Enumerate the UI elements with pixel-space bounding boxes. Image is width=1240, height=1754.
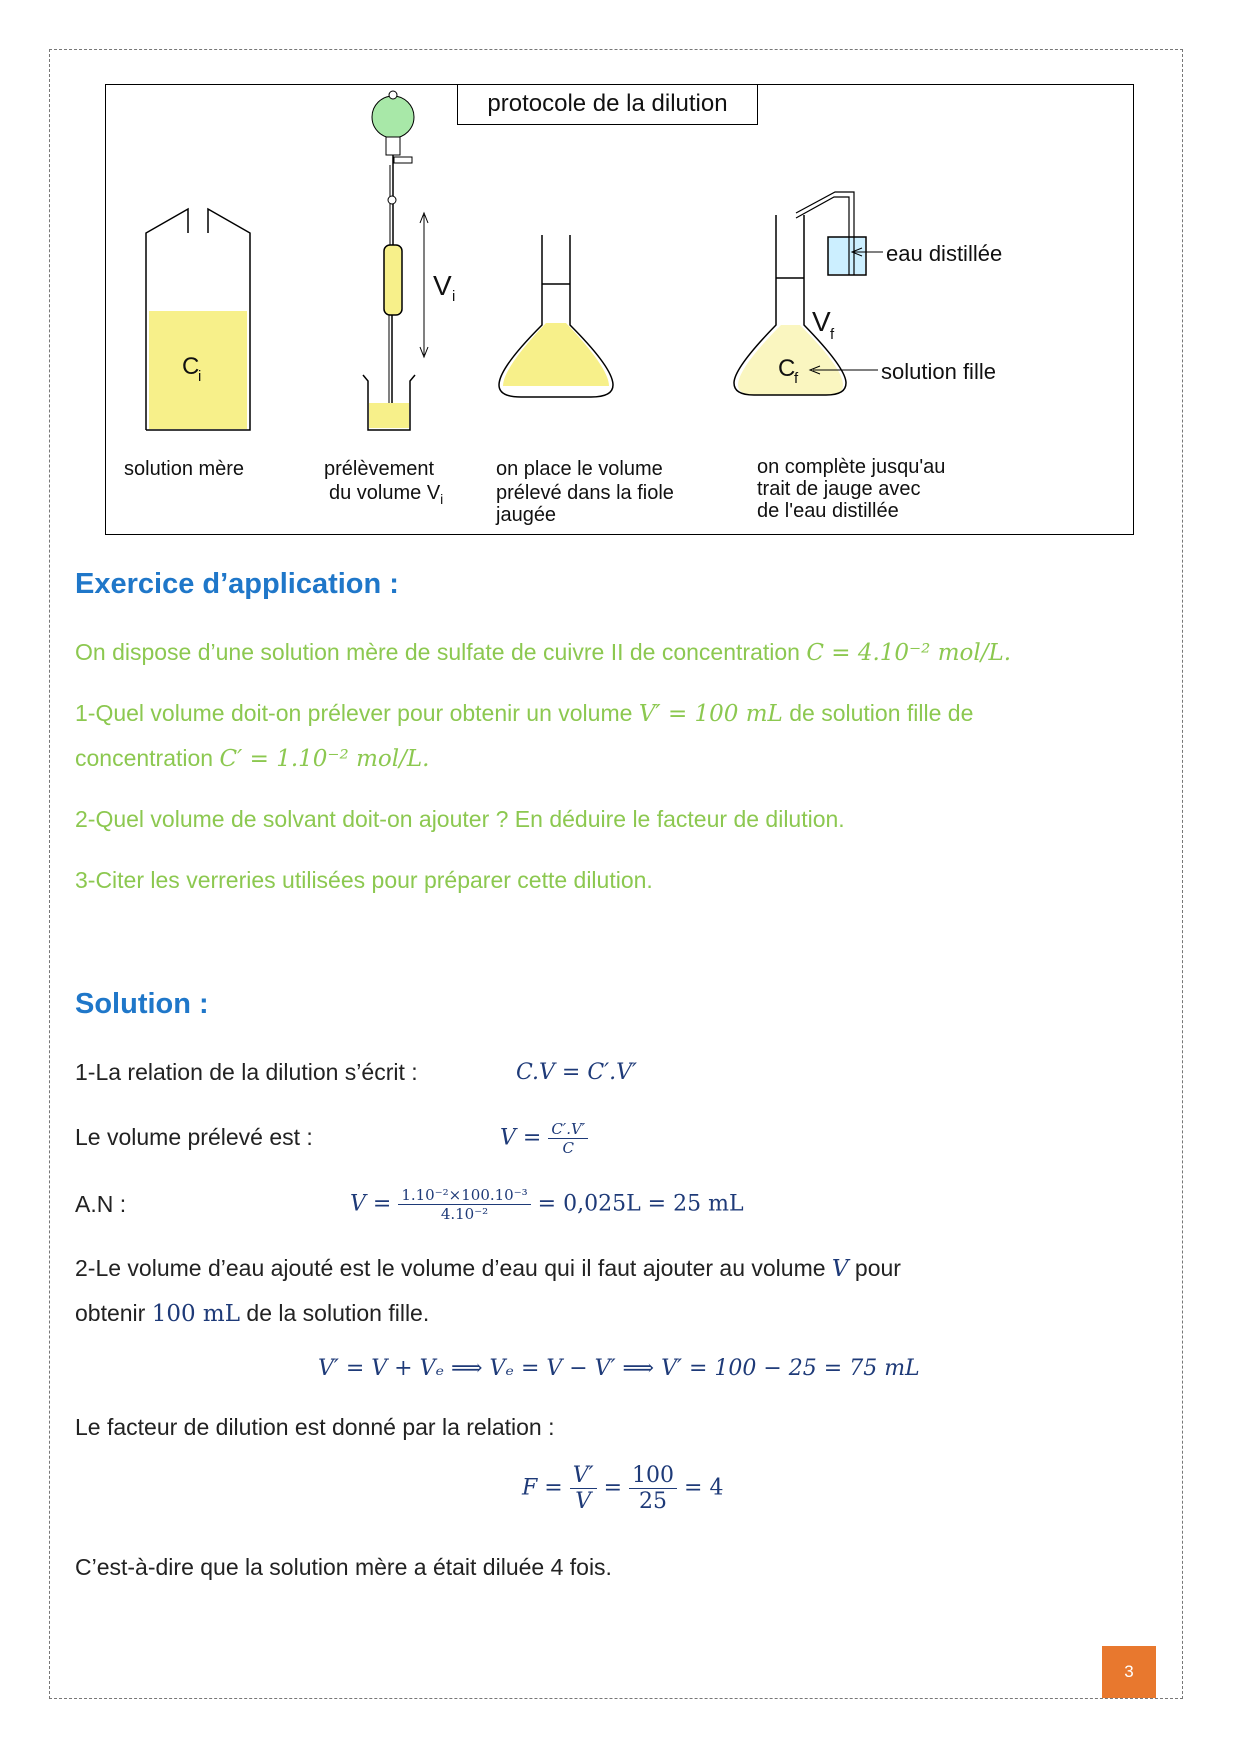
exercise-q3: 3-Citer les verreries utilisées pour préparer cette dilution. — [75, 867, 653, 893]
caption-step3-line1: on place le volume — [496, 458, 663, 480]
label-vf-sub: f — [830, 326, 835, 343]
label-vf: V — [812, 306, 831, 337]
label-solution-fille: solution fille — [881, 359, 996, 384]
exercise-q2: 2-Quel volume de solvant doit-on ajouter ? En déduire le facteur de dilution. — [75, 806, 845, 832]
caption-step4-line2: trait de jauge avec — [757, 478, 921, 500]
formula-v: V = $\frac{C'.V'}{C}$ — [500, 1120, 588, 1157]
page-number-badge: 3 — [1102, 1646, 1156, 1698]
solution-line2: Le volume prélevé est : — [75, 1124, 313, 1150]
solution-line5: obtenir 100 mL de la solution fille. — [75, 1300, 430, 1327]
label-cf-sub: f — [794, 370, 799, 387]
label-eau-distillee: eau distillée — [886, 241, 1003, 266]
caption-step3-line3: jaugée — [496, 504, 557, 526]
caption-step4-line3: de l'eau distillée — [757, 500, 899, 522]
caption-step4-line1: on complète jusqu'au — [757, 456, 946, 478]
label-cf: C — [778, 355, 796, 382]
stock-solution-bottle — [146, 209, 250, 430]
dilution-relation: C.V = C′.V′ — [516, 1060, 638, 1085]
caption-step3-line2: prélevé dans la fiole — [496, 482, 674, 504]
formula-dilution-factor: F = $\frac{V'}{V}$ = $\frac{100}{25}$ = 4 — [522, 1463, 724, 1514]
caption-step2-line1: prélèvement — [324, 458, 435, 480]
solution-line6: Le facteur de dilution est donné par la relation : — [75, 1414, 555, 1440]
solution-heading: Solution : — [75, 988, 209, 1020]
formula-ve: V′ = V + Vₑ ⟹ Vₑ = V − V′ ⟹ V′ = 100 − 25 = 75 mL — [318, 1356, 920, 1381]
label-ci: C — [182, 353, 200, 380]
pipette — [363, 91, 455, 430]
label-ci-sub: i — [198, 368, 202, 385]
figure-title: protocole de la dilution — [457, 85, 758, 125]
volumetric-flask — [499, 235, 613, 397]
caption-step2-line2: du volume $V_i$ — [329, 482, 444, 507]
dilution-protocol-figure — [105, 84, 1134, 535]
solution-line4: 2-Le volume d’eau ajouté est le volume d’eau qui il faut ajouter au volume V pour — [75, 1255, 901, 1282]
label-vi: V — [433, 270, 452, 301]
solution-line1: 1-La relation de la dilution s’écrit : — [75, 1059, 418, 1085]
exercise-intro: On dispose d’une solution mère de sulfate de cuivre II de concentration C = 4.10⁻² mol/L. — [75, 639, 1012, 666]
flask-completed — [734, 192, 1002, 395]
exercise-heading: Exercice d’application : — [75, 568, 399, 600]
label-vi-sub: i — [452, 288, 456, 305]
exercise-q1-line2: concentration C′ = 1.10⁻² mol/L. — [75, 745, 430, 772]
exercise-q1-line1: 1-Quel volume doit-on prélever pour obtenir un volume V′ = 100 mL de solution fille de — [75, 700, 974, 727]
formula-an: V = $\frac{\text{1.10⁻²×100.10⁻³}}{\text{4.10⁻²}}$ = 0,025L = 25 mL — [350, 1186, 744, 1223]
solution-conclusion: C’est-à-dire que la solution mère a était diluée 4 fois. — [75, 1554, 612, 1580]
solution-line3: A.N : — [75, 1191, 127, 1217]
caption-step1: solution mère — [124, 458, 245, 480]
